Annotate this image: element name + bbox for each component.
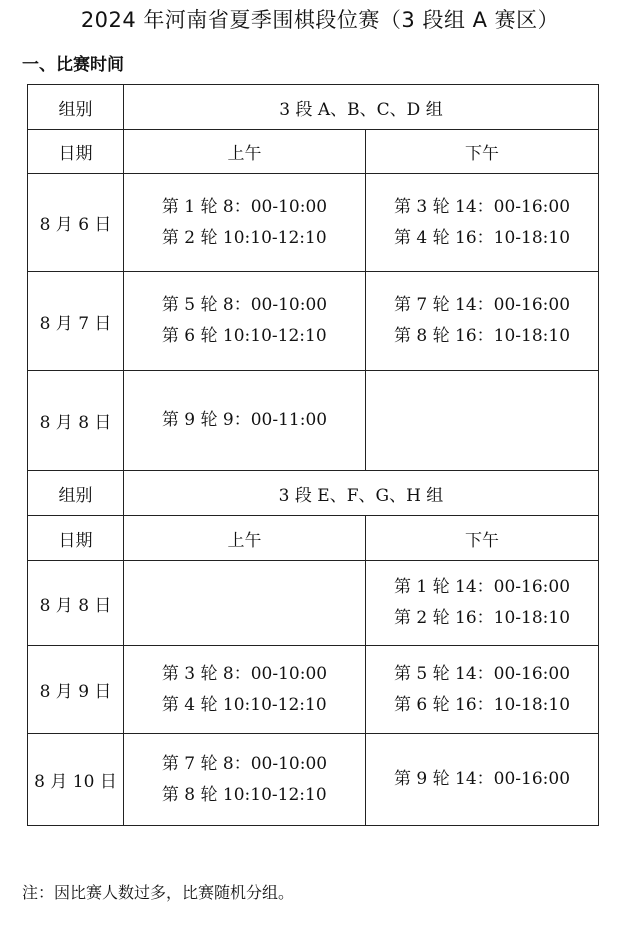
group-label-cell <box>28 471 124 516</box>
date-text: 8 月 8 日 <box>39 595 112 616</box>
date-text: 8 月 7 日 <box>39 313 112 334</box>
date-header: 日期 <box>58 144 93 164</box>
schedule-day-row <box>28 371 599 471</box>
round-entry: 第 9 轮 14：00-16:00 <box>393 769 571 789</box>
round-entry: 第 2 轮 10:10-12:10 <box>161 227 327 248</box>
date-header-cell <box>28 130 124 174</box>
group-value: 3 段 A、B、C、D 组 <box>279 99 443 120</box>
schedule-day-row <box>28 734 599 826</box>
round-entry: 第 5 轮 8：00-10:00 <box>161 295 328 315</box>
date-text: 8 月 8 日 <box>39 413 112 433</box>
morning-cell <box>124 371 366 471</box>
morning-header-cell <box>124 130 366 174</box>
afternoon-cell <box>366 561 599 646</box>
round-entry: 第 9 轮 9：00-11:00 <box>161 410 328 430</box>
afternoon-cell-empty <box>366 371 599 471</box>
morning-header-cell <box>124 516 366 561</box>
round-entry: 第 5 轮 14：00-16:00 <box>393 663 571 684</box>
date-text: 8 月 10 日 <box>34 772 117 792</box>
schedule-table <box>27 84 599 826</box>
date-cell <box>28 646 124 734</box>
morning-header: 上午 <box>227 530 262 551</box>
morning-cell <box>124 734 366 826</box>
group-value: 3 段 E、F、G、H 组 <box>278 485 444 506</box>
afternoon-rounds <box>394 290 570 352</box>
round-entry: 第 2 轮 16：10-18:10 <box>393 608 571 628</box>
date-cell <box>28 734 124 826</box>
round-entry: 第 1 轮 14：00-16:00 <box>393 577 571 597</box>
afternoon-rounds <box>394 192 570 254</box>
column-header-row <box>28 130 599 174</box>
round-entry: 第 7 轮 14：00-16:00 <box>393 295 571 315</box>
afternoon-cell <box>366 646 599 734</box>
round-entry: 第 1 轮 8：00-10:00 <box>161 196 328 217</box>
afternoon-cell <box>366 734 599 826</box>
date-text: 8 月 9 日 <box>39 682 112 702</box>
round-entry: 第 4 轮 10:10-12:10 <box>161 694 327 715</box>
morning-rounds <box>162 290 327 352</box>
schedule-day-row <box>28 272 599 371</box>
round-entry: 第 8 轮 10:10-12:10 <box>161 784 327 805</box>
round-entry: 第 6 轮 10:10-12:10 <box>161 326 327 346</box>
date-cell <box>28 174 124 272</box>
afternoon-rounds <box>394 659 570 721</box>
group-value-cell <box>124 471 599 516</box>
date-cell <box>28 272 124 371</box>
column-header-row <box>28 516 599 561</box>
afternoon-header: 下午 <box>465 144 499 164</box>
group-value-cell <box>124 85 599 130</box>
morning-rounds <box>162 659 327 721</box>
afternoon-rounds <box>394 572 570 634</box>
document-title: 2024 年河南省夏季围棋段位赛（3 段组 A 赛区） <box>80 8 560 32</box>
date-cell <box>28 371 124 471</box>
morning-cell <box>124 174 366 272</box>
afternoon-cell <box>366 174 599 272</box>
schedule-day-row <box>28 561 599 646</box>
round-entry: 第 6 轮 16：10-18:10 <box>393 694 571 715</box>
morning-cell-empty <box>124 561 366 646</box>
date-text: 8 月 6 日 <box>39 215 112 235</box>
group-label: 组别 <box>58 485 93 506</box>
round-entry: 第 4 轮 16：10-18:10 <box>393 227 571 248</box>
schedule-day-row <box>28 646 599 734</box>
schedule-day-row <box>28 174 599 272</box>
section-heading: 一、比赛时间 <box>22 55 124 75</box>
round-entry: 第 3 轮 14：00-16:00 <box>393 196 571 217</box>
round-entry: 第 8 轮 16：10-18:10 <box>393 326 571 346</box>
date-cell <box>28 561 124 646</box>
footnote: 注：因比赛人数过多，比赛随机分组。 <box>22 883 295 902</box>
date-header-cell <box>28 516 124 561</box>
morning-rounds <box>162 749 327 811</box>
group-row <box>28 85 599 130</box>
morning-rounds <box>162 192 327 254</box>
group-label-cell <box>28 85 124 130</box>
afternoon-header: 下午 <box>465 530 499 551</box>
group-label: 组别 <box>58 99 93 120</box>
group-row <box>28 471 599 516</box>
afternoon-header-cell <box>366 516 599 561</box>
morning-cell <box>124 646 366 734</box>
round-entry: 第 3 轮 8：00-10:00 <box>161 663 328 684</box>
afternoon-header-cell <box>366 130 599 174</box>
afternoon-cell <box>366 272 599 371</box>
morning-cell <box>124 272 366 371</box>
round-entry: 第 7 轮 8：00-10:00 <box>161 753 328 774</box>
morning-header: 上午 <box>227 144 262 164</box>
date-header: 日期 <box>58 530 93 551</box>
